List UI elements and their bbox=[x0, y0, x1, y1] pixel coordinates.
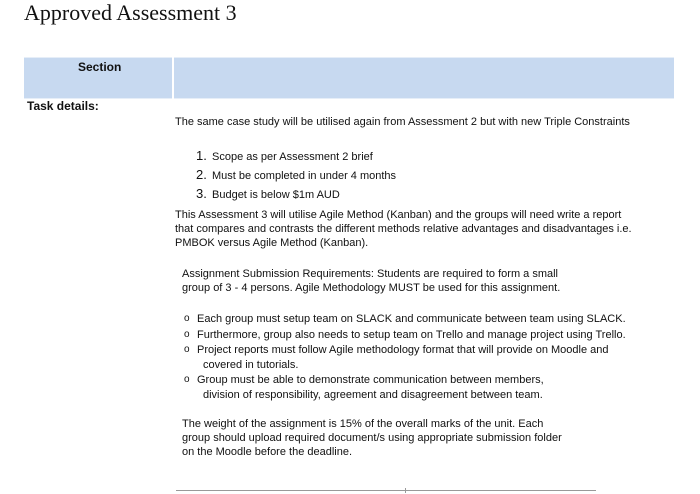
section-header-label: Section bbox=[78, 60, 122, 74]
constraint-item bbox=[196, 147, 396, 166]
submission-line: Assignment Submission Requirements: Students are required to form a small bbox=[182, 268, 559, 280]
bullet-circle-icon: o bbox=[184, 374, 190, 385]
weight-line: group should upload required document/s using appropriate submission folder bbox=[182, 432, 562, 444]
section-header-bar bbox=[24, 57, 674, 99]
requirement-item bbox=[184, 328, 674, 343]
requirement-text: Group must be able to demonstrate communication between members, bbox=[197, 374, 544, 386]
table-bottom-border bbox=[176, 490, 596, 491]
bullet-circle-icon: o bbox=[184, 344, 190, 355]
requirement-item bbox=[184, 343, 674, 372]
constraint-item bbox=[196, 166, 396, 185]
constraint-text: Budget is below $1m AUD bbox=[212, 189, 340, 201]
constraint-item bbox=[196, 185, 396, 204]
method-line: This Assessment 3 will utilise Agile Method (Kanban) and the groups will need write a report bbox=[175, 209, 622, 221]
weight-line: on the Moodle before the deadline. bbox=[182, 446, 353, 458]
table-cell-divider bbox=[405, 488, 406, 493]
bullet-circle-icon: o bbox=[184, 328, 190, 340]
constraint-number: 3. bbox=[196, 186, 207, 201]
constraint-number: 1. bbox=[196, 148, 207, 163]
requirement-item bbox=[184, 312, 674, 327]
submission-line: group of 3 - 4 persons. Agile Methodology MUST be used for this assignment. bbox=[182, 282, 561, 294]
weight-paragraph bbox=[182, 417, 622, 459]
constraint-text: Scope as per Assessment 2 brief bbox=[212, 151, 373, 163]
constraint-text: Must be completed in under 4 months bbox=[212, 170, 397, 182]
requirement-text-continued: covered in tutorials. bbox=[203, 358, 299, 371]
method-line: that compares and contrasts the different methods relative advantages and disadvantages i.e. bbox=[175, 223, 632, 235]
requirement-text: Furthermore, group also needs to setup team on Trello and manage project using Trello. bbox=[197, 328, 626, 341]
method-paragraph bbox=[175, 208, 675, 250]
section-column-divider bbox=[172, 57, 174, 99]
requirement-text-continued: division of responsibility, agreement and disagreement between team. bbox=[203, 388, 543, 401]
weight-line: The weight of the assignment is 15% of the overall marks of the unit. Each bbox=[182, 418, 544, 430]
requirement-item bbox=[184, 373, 674, 402]
requirement-text: Each group must setup team on SLACK and communicate between team using SLACK. bbox=[197, 313, 626, 325]
submission-paragraph bbox=[182, 267, 622, 295]
requirements-list bbox=[184, 312, 674, 403]
requirement-text: Project reports must follow Agile methodology format that will provide on Moodle and bbox=[197, 344, 609, 356]
task-details-label: Task details: bbox=[27, 99, 99, 113]
method-line: PMBOK versus Agile Method (Kanban). bbox=[175, 237, 369, 249]
bullet-circle-icon: o bbox=[184, 313, 190, 324]
constraint-number: 2. bbox=[196, 167, 207, 182]
triple-constraints-list bbox=[196, 147, 396, 204]
intro-paragraph: The same case study will be utilised again from Assessment 2 but with new Triple Constraints bbox=[175, 116, 630, 128]
page-title: Approved Assessment 3 bbox=[24, 0, 237, 25]
